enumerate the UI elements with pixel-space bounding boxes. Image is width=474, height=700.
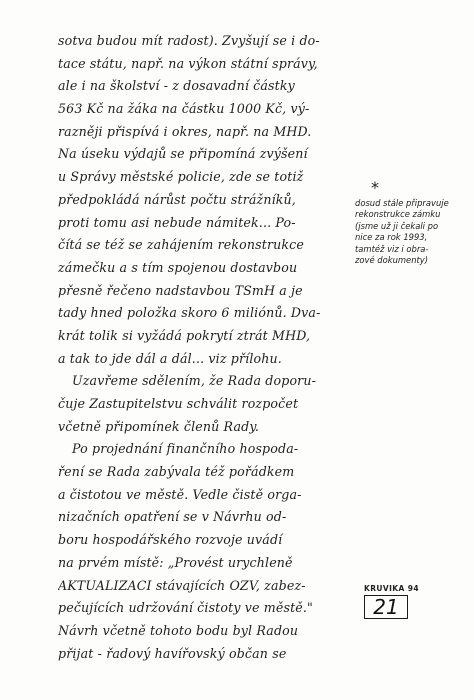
text-line: nizačních opatření se v Návrhu od- xyxy=(58,509,287,525)
text-line: sotva budou mít radost). Zvyšují se i do- xyxy=(58,33,320,48)
text-line: ale i na školství - z dosavadní částky xyxy=(58,78,295,94)
author-signature: KRUVIKA 94 xyxy=(364,584,419,593)
margin-note-line: rekonstrukce zámku xyxy=(355,209,441,220)
margin-note-line: tamtéž viz i obra- xyxy=(355,243,429,254)
text-line: Na úseku výdajů se připomíná zvýšení xyxy=(58,146,308,162)
text-line: přesně řečeno nadstavbou TSmH a je xyxy=(58,282,303,298)
text-line: pečujících udržování čistoty ve městě." xyxy=(58,600,313,616)
text-line: tady hned položka skoro 6 miliónů. Dva- xyxy=(58,305,321,321)
text-line: Uzavřeme sdělením, že Rada doporu- xyxy=(72,373,317,389)
text-line: Návrh včetně tohoto bodu byl Radou xyxy=(58,622,299,638)
text-line: čítá se též se zahájením rekonstrukce xyxy=(58,237,304,253)
margin-note-line: dosud stále připravuje xyxy=(355,198,449,208)
text-line: čuje Zastupitelstvu schválit rozpočet xyxy=(58,396,299,411)
margin-note-line: (jsme už ji čekali po xyxy=(355,220,439,231)
margin-note-line: zové dokumenty) xyxy=(355,255,429,266)
text-line: razněji přispívá i okres, např. na MHD. xyxy=(58,123,312,139)
text-line: předpokládá nárůst počtu strážníků, xyxy=(58,191,296,207)
text-line: a čistotou ve městě. Vedle čistě orga- xyxy=(58,486,302,502)
text-line: boru hospodářského rozvoje uvádí xyxy=(58,532,283,548)
page-number-box xyxy=(364,595,408,619)
text-line: tace státu, např. na výkon státní správy, xyxy=(58,55,318,71)
text-line: zámečku a s tím spojenou dostavbou xyxy=(58,259,298,275)
page-number: 21 xyxy=(373,595,399,619)
margin-note-line: nice za rok 1993, xyxy=(355,232,428,243)
text-line: 563 Kč na žáka na částku 1000 Kč, vý- xyxy=(58,101,310,117)
text-line: Po projednání finančního hospoda- xyxy=(72,441,299,457)
text-line: přijat - řadový havířovský občan se xyxy=(58,645,287,661)
text-line: na prvém místě: „Provést urychleně xyxy=(58,554,293,570)
text-line: ření se Rada zabývala též pořádkem xyxy=(58,464,295,480)
margin-note xyxy=(355,180,463,266)
text-line: AKTUALIZACI stávajících OZV, zabez- xyxy=(58,577,306,593)
main-text-column xyxy=(58,30,348,665)
text-line: proti tomu asi nebude námitek... Po- xyxy=(58,214,296,230)
text-line: u Správy městské policie, zde se totiž xyxy=(58,169,304,185)
asterisk-mark: * xyxy=(371,178,379,197)
text-line: a tak to jde dál a dál... viz přílohu. xyxy=(58,350,282,366)
text-line: krát tolik si vyžádá pokrytí ztrát MHD, xyxy=(58,327,311,343)
text-line: včetně připomínek členů Rady. xyxy=(58,418,260,434)
